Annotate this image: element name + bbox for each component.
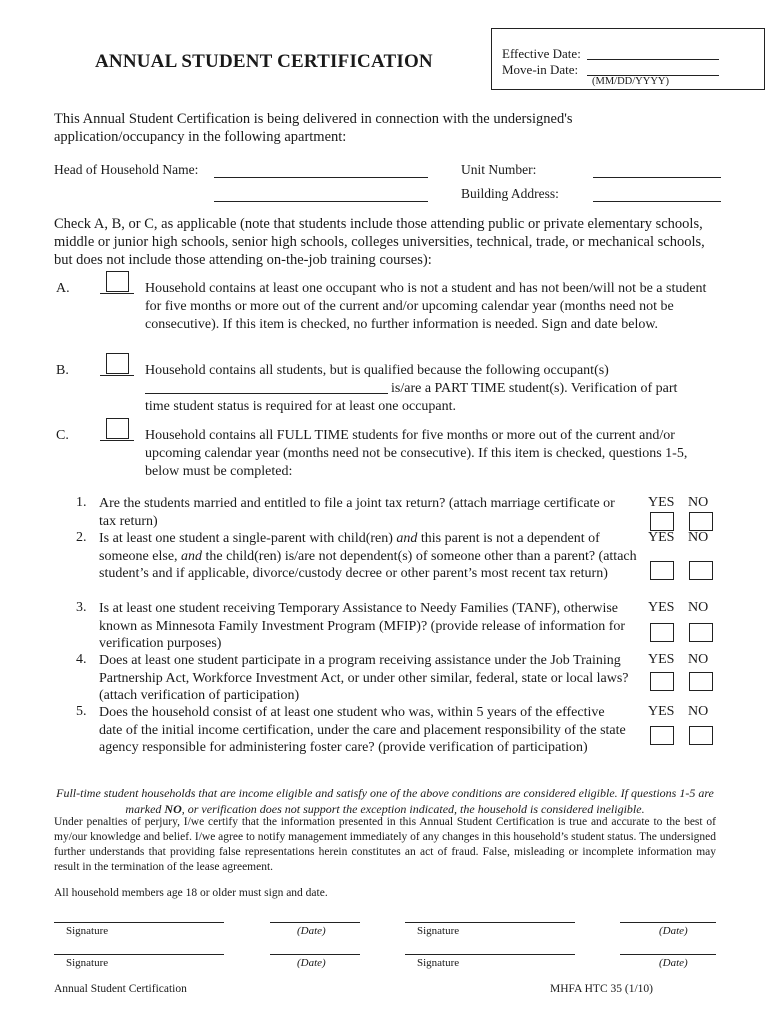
- option-c-underline: [100, 440, 134, 441]
- date-box: [491, 28, 765, 90]
- question-1-number: 1.: [76, 495, 87, 510]
- question-2-text: Is at least one student a single-parent with child(ren) and this parent is not a dependent of someone else, and the child(ren) is/are not dependent(s) of someone other than a parent? (attach student’s and if applicable, divorce/custody decree or other parent’s most recent tax return): [99, 531, 637, 581]
- footer-form-code: MHFA HTC 35 (1/10): [550, 983, 653, 995]
- option-b-text-line2: is/are a PART TIME student(s). Verification of part: [391, 381, 678, 396]
- eligibility-note: Full-time student households that are income eligible and satisfy one of the above conditions are considered eligible. If questions 1-5 are marked NO, or verification does not support the exception indicated, the household is considered ineligible.: [56, 786, 714, 816]
- footer-form-name: Annual Student Certification: [54, 983, 187, 995]
- head-of-household-label: Head of Household Name:: [54, 162, 199, 177]
- signature-line-1[interactable]: [54, 922, 224, 923]
- q4-yes-checkbox[interactable]: [650, 672, 674, 691]
- option-b-checkbox[interactable]: [106, 353, 129, 374]
- question-5-number: 5.: [76, 704, 87, 719]
- q3-no-checkbox[interactable]: [689, 623, 713, 642]
- intro-text: This Annual Student Certification is being delivered in connection with the undersigned's application/occupancy in the following apartment:: [54, 111, 573, 145]
- q1-no-label: NO: [688, 495, 709, 510]
- option-a-checkbox[interactable]: [106, 271, 129, 292]
- date-label-3: (Date): [297, 957, 326, 969]
- question-3-number: 3.: [76, 600, 87, 615]
- effective-date-field[interactable]: [587, 59, 719, 60]
- question-1-text: Are the students married and entitled to file a joint tax return? (attach marriage certificate or tax return): [99, 496, 615, 529]
- q1-yes-label: YES: [648, 495, 675, 510]
- perjury-statement: Under penalties of perjury, I/we certify that the information presented in this Annual Student Certification is true and accurate to the best of my/our knowledge and belief. I/we agree to notify management immediately of any changes in this household’s student status. The undersigned further understands that providing false representations herein constitutes an act of fraud. False, misleading or incomplete information may result in the termination of the lease agreement.: [54, 816, 716, 873]
- signature-line-3[interactable]: [54, 954, 224, 955]
- q1-no-checkbox[interactable]: [689, 512, 713, 531]
- form-title: ANNUAL STUDENT CERTIFICATION: [95, 51, 433, 72]
- q5-yes-label: YES: [648, 704, 675, 719]
- q3-no-label: NO: [688, 600, 709, 615]
- date-format-hint: (MM/DD/YYYY): [592, 76, 669, 87]
- head-of-household-field-2[interactable]: [214, 201, 428, 202]
- q2-no-label: NO: [688, 530, 709, 545]
- question-4-number: 4.: [76, 652, 87, 667]
- q3-yes-checkbox[interactable]: [650, 623, 674, 642]
- question-5-text: Does the household consist of at least one student who was, within 5 years of the effective date of the initial income certification, under the care and placement responsibility of the state agency responsible for administering foster care? (provide verification of participation): [99, 705, 626, 755]
- option-b-text-line3: time student status is required for at least one occupant.: [145, 399, 457, 414]
- option-c-letter: C.: [56, 428, 69, 443]
- building-address-field[interactable]: [593, 201, 721, 202]
- building-address-label: Building Address:: [461, 186, 559, 201]
- signature-label-4: Signature: [417, 957, 460, 969]
- date-line-4[interactable]: [620, 954, 716, 955]
- q2-yes-checkbox[interactable]: [650, 561, 674, 580]
- q2-yes-label: YES: [648, 530, 675, 545]
- q1-yes-checkbox[interactable]: [650, 512, 674, 531]
- q5-no-label: NO: [688, 704, 709, 719]
- head-of-household-field[interactable]: [214, 177, 428, 178]
- q5-no-checkbox[interactable]: [689, 726, 713, 745]
- option-b-letter: B.: [56, 363, 69, 378]
- option-a-underline: [100, 293, 134, 294]
- question-4-text: Does at least one student participate in a program receiving assistance under the Job Training Partnership Act, Workforce Investment Act, or under other similar, federal, state or local laws? (attach verification of participation): [99, 653, 629, 703]
- instructions-text: Check A, B, or C, as applicable (note that students include those attending public or private elementary schools, middle or junior high schools, senior high schools, colleges universities, technical, trade, or mechanical schools, but does not include those attending on-the-job training courses):: [54, 216, 705, 268]
- option-a-letter: A.: [56, 281, 70, 296]
- signature-label-3: Signature: [66, 957, 109, 969]
- option-c-text: Household contains all FULL TIME students for five months or more out of the current and/or upcoming calendar year (months need not be consecutive). If this item is checked, questions 1-5, below must be completed:: [145, 428, 688, 479]
- date-line-1[interactable]: [270, 922, 360, 923]
- option-c-checkbox[interactable]: [106, 418, 129, 439]
- signature-label-1: Signature: [66, 925, 109, 937]
- signature-label-2: Signature: [417, 925, 460, 937]
- option-b-text-line1: Household contains all students, but is qualified because the following occupant(s): [145, 363, 609, 378]
- date-label-4: (Date): [659, 957, 688, 969]
- q3-yes-label: YES: [648, 600, 675, 615]
- date-label-2: (Date): [659, 925, 688, 937]
- q4-yes-label: YES: [648, 652, 675, 667]
- unit-number-field[interactable]: [593, 177, 721, 178]
- sign-note: All household members age 18 or older must sign and date.: [54, 887, 328, 899]
- question-3-text: Is at least one student receiving Temporary Assistance to Needy Families (TANF), otherwise known as Minnesota Family Investment Program (MFIP)? (provide release of information for verification purposes): [99, 601, 626, 651]
- signature-line-4[interactable]: [405, 954, 575, 955]
- date-line-2[interactable]: [620, 922, 716, 923]
- question-2-number: 2.: [76, 530, 87, 545]
- signature-line-2[interactable]: [405, 922, 575, 923]
- option-a-text: Household contains at least one occupant who is not a student and has not been/will not be a student for five months or more out of the current and/or upcoming calendar year (months need not be consecutive). If this item is checked, no further information is needed. Sign and date below.: [145, 281, 707, 332]
- part-time-occupant-field[interactable]: [145, 393, 388, 394]
- q4-no-label: NO: [688, 652, 709, 667]
- date-line-3[interactable]: [270, 954, 360, 955]
- q5-yes-checkbox[interactable]: [650, 726, 674, 745]
- option-b-underline: [100, 375, 134, 376]
- q4-no-checkbox[interactable]: [689, 672, 713, 691]
- date-label-1: (Date): [297, 925, 326, 937]
- movein-date-label: Move-in Date:: [502, 62, 579, 77]
- unit-number-label: Unit Number:: [461, 162, 537, 177]
- q2-no-checkbox[interactable]: [689, 561, 713, 580]
- effective-date-label: Effective Date:: [502, 46, 581, 61]
